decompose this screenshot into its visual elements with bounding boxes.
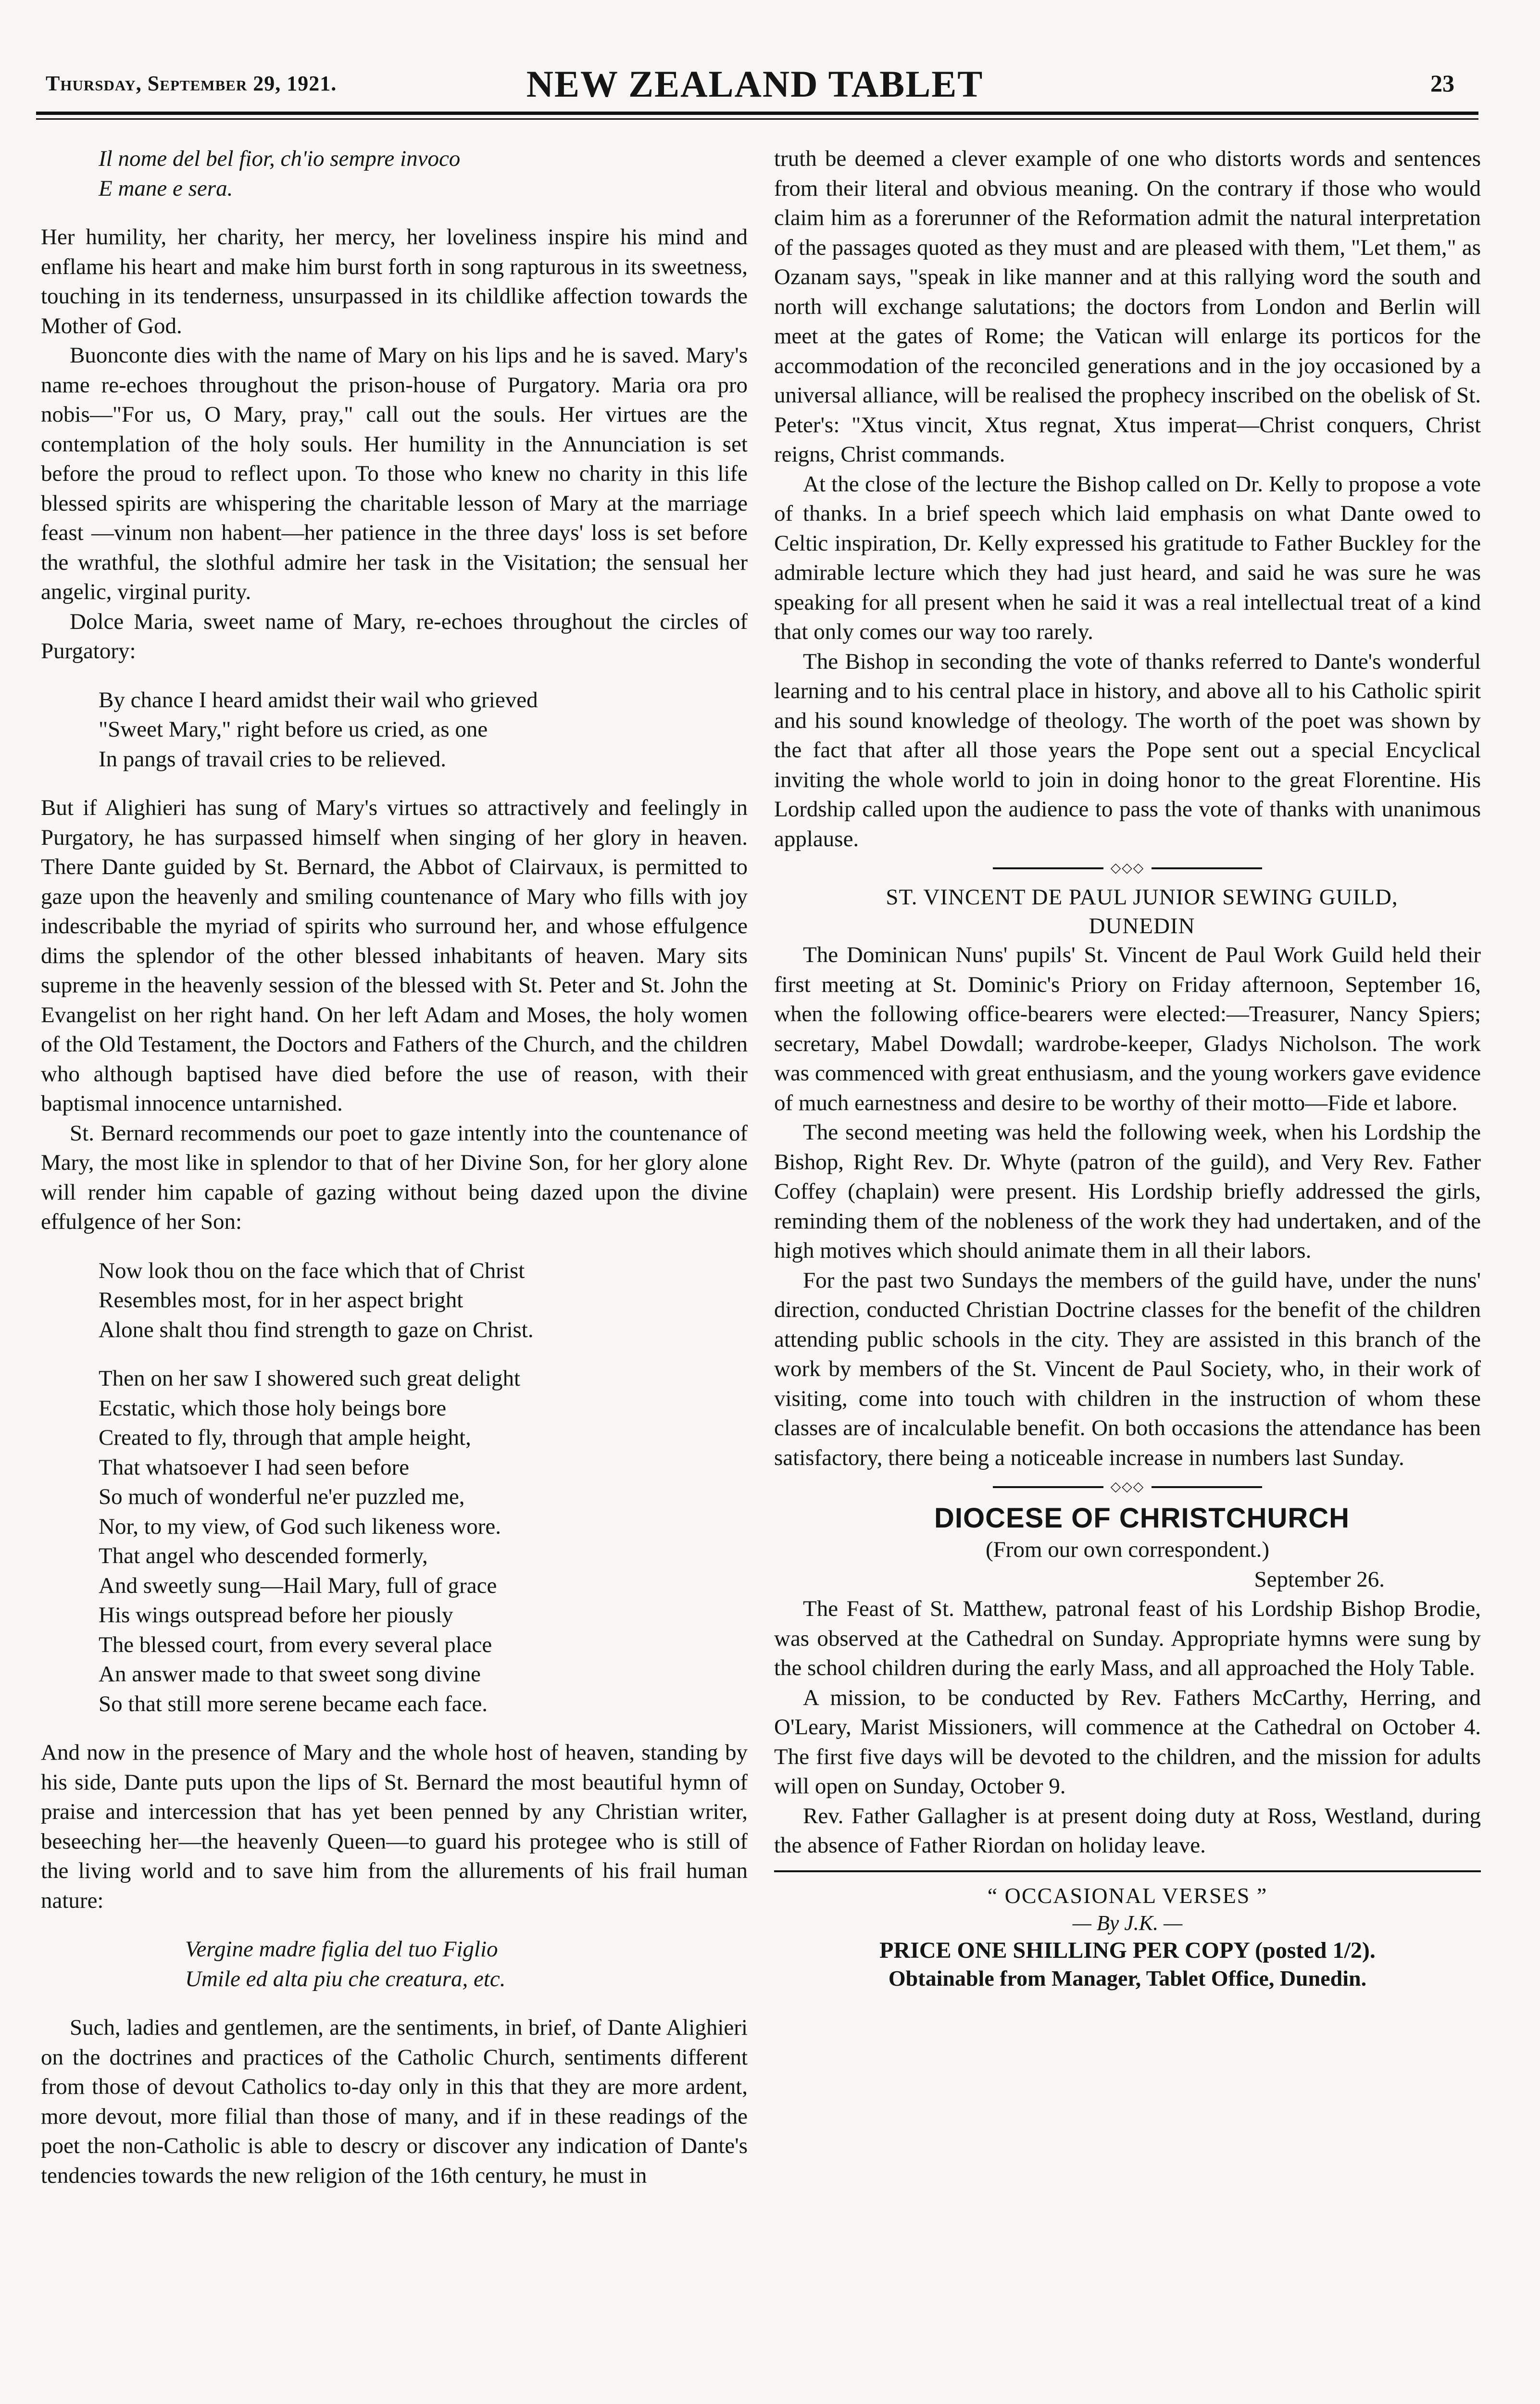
article-paragraph: The Bishop in seconding the vote of thanks referred to Dante's wonderful learning and to his central place in history, and above all to his Catholic spirit and his sound knowledge of theology. The worth of the poet was shown by the fact that after all those years the Pope sent out a special Encyclical inviting the whole world to join in doing honor to the great Florentine. His Lordship called upon the audience to pass the vote of thanks with unanimous applause. bbox=[774, 649, 1481, 851]
paradiso-verse-1 bbox=[41, 1256, 748, 1345]
article-paragraph: Her humility, her charity, her mercy, her loveliness inspire his mind and enflame his heart and make him burst forth in song rapturous in its sweetness, touching in its tenderness, unsurpassed in its childlike affection towards the Mother of God. bbox=[41, 225, 748, 338]
section-separator bbox=[993, 1477, 1262, 1497]
article-paragraph: At the close of the lecture the Bishop called on Dr. Kelly to propose a vote of thanks. In a brief speech which laid emphasis on what Dante owed to Celtic inspiration, Dr. Kelly expressed his gratitude to Father Buckley for the admirable lecture which they had just heard, and said he was sure he was speaking for all present when he said it was a real intellectual treat of a kind that only comes our way too rarely. bbox=[774, 471, 1481, 644]
verse-line: Nor, to my view, of God such likeness wore. bbox=[99, 1514, 501, 1539]
page-number: 23 bbox=[1430, 70, 1454, 97]
verse-line: Il nome del bel fior, ch'io sempre invoco bbox=[99, 146, 461, 171]
separator-ornament: ◇◇◇ bbox=[1110, 1479, 1145, 1494]
article-paragraph: But if Alighieri has sung of Mary's virtues so attractively and feelingly in Purgatory, he has surpassed himself when singing of her glory in heaven. There Dante guided by St. Bernard, the Abbot of Clairvaux, is permitted to gaze upon the heavenly and smiling countenance of Mary who fills with joy indescribable the myriad of spirits who surround her, and whose effulgence dims the splendor of the other blessed inhabitants of heaven. Mary sits supreme in the heavenly session of the blessed with St. Peter and St. John the Evangelist on her right hand. On her left Adam and Moses, the holy women of the Old Testament, the Doctors and Fathers of the Church, and the children who although baptised have died before the use of reason, with their baptismal innocence untarnished. bbox=[41, 795, 748, 1116]
article-paragraph: Such, ladies and gentlemen, are the sentiments, in brief, of Dante Alighieri on the doctrines and practices of the Catholic Church, sentiments different from those of devout Catholics to-day only in this that they are more ardent, more devout, more filial than those of many, and if in these readings of the poet the non-Catholic is able to descry or discover any indication of Dante's tendencies towards the new religion of the 16th century, he must in bbox=[41, 2015, 748, 2188]
verse-line: The blessed court, from every several place bbox=[99, 1632, 492, 1657]
article-paragraph: Buonconte dies with the name of Mary on his lips and he is saved. Mary's name re-echoes throughout the prison-house of Purgatory. Maria ora pro nobis—"For us, O Mary, pray," call out the souls. Her virtues are the contemplation of the holy souls. Her humility in the Annunciation is set before the proud to reflect upon. To those who knew no charity in this life blessed spirits are whispering the charitable lesson of Mary at the marriage feast —vinum non habent—her patience in the three days' loss is set before the wrathful, the slothful admire her task in the Visitation; the sensual her angelic, virginal purity. bbox=[41, 343, 748, 604]
verse-line: His wings outspread before her piously bbox=[99, 1603, 453, 1628]
right-column bbox=[774, 144, 1481, 2404]
verse-line: Alone shalt thou find strength to gaze on Christ. bbox=[99, 1317, 534, 1342]
purgatory-verse bbox=[41, 686, 748, 775]
article-paragraph: And now in the presence of Mary and the whole host of heaven, standing by his side, Dante puts upon the lips of St. Bernard the most beautiful hymn of praise and intercession that has yet been penned by any Christian writer, beseeching her—the heavenly Queen—to guard his protegee who is still of the living world and to save him from the allurements of his frail human nature: bbox=[41, 1740, 748, 1913]
verse-line: Now look thou on the face which that of Christ bbox=[99, 1258, 525, 1283]
article-paragraph: The Feast of St. Matthew, patronal feast of his Lordship Bishop Brodie, was observed at the Cathedral on Sunday. Appropriate hymns were sung by the school children during the early Mass, and all approached the Holy Table. bbox=[774, 1596, 1481, 1680]
article-paragraph: Dolce Maria, sweet name of Mary, re-echoes throughout the circles of Purgatory: bbox=[41, 609, 748, 664]
verse-line: So that still more serene became each face. bbox=[99, 1691, 488, 1716]
issue-date: Thursday, September 29, 1921. bbox=[46, 72, 337, 95]
page-header bbox=[46, 63, 1464, 108]
article-paragraph: truth be deemed a clever example of one who distorts words and sentences from their literal and obvious meaning. On the contrary if those who would claim him as a forerunner of the Reformation admit the natural interpretation of the passages quoted as they must and are pleased with them, "Let them," as Ozanam says, "speak in like manner and at this rallying word the south and north will exchange salutations; the doctors from London and Berlin will meet at the gates of Rome; the Vatican will enlarge its porticos for the accommodation of the reconciled generations and in the joy occasioned by a universal alliance, will be realised the prophecy inscribed on the obelisk of St. Peter's: "Xtus vincit, Xtus regnat, Xtus imperat—Christ conquers, Christ reigns, Christ commands. bbox=[774, 146, 1481, 467]
article-paragraph: A mission, to be conducted by Rev. Fathers McCarthy, Herring, and O'Leary, Marist Missioners, will commence at the Cathedral on October 4. The first five days will be devoted to the children, and the mission for adults will open on Sunday, October 9. bbox=[774, 1685, 1481, 1799]
verse-line: Created to fly, through that ample height, bbox=[99, 1425, 471, 1450]
header-rule-thin bbox=[36, 118, 1478, 120]
ad-price: PRICE ONE SHILLING PER COPY (posted 1/2). bbox=[879, 1937, 1376, 1963]
sewing-guild-subheading: DUNEDIN bbox=[1089, 914, 1195, 939]
section-separator bbox=[993, 859, 1262, 878]
separator-ornament: ◇◇◇ bbox=[1110, 861, 1145, 876]
verse-line: Umile ed alta piu che creatura, etc. bbox=[185, 1966, 506, 1991]
ad-availability: Obtainable from Manager, Tablet Office, Dunedin. bbox=[888, 1966, 1367, 1991]
article-paragraph: Rev. Father Gallagher is at present doing duty at Ross, Westland, during the absence of Father Riordan on holiday leave. bbox=[774, 1803, 1481, 1858]
verse-line: Resembles most, for in her aspect bright bbox=[99, 1288, 463, 1313]
diocese-heading: DIOCESE OF CHRISTCHURCH bbox=[934, 1502, 1350, 1534]
ad-title: “ OCCASIONAL VERSES ” bbox=[987, 1883, 1268, 1908]
verse-line: "Sweet Mary," right before us cried, as one bbox=[99, 717, 488, 742]
paradiso-verse-2 bbox=[41, 1364, 748, 1719]
sewing-guild-heading: ST. VINCENT DE PAUL JUNIOR SEWING GUILD, bbox=[886, 885, 1398, 910]
ad-author-text: By J.K. bbox=[1096, 1911, 1159, 1935]
verse-line: By chance I heard amidst their wail who grieved bbox=[99, 687, 538, 713]
masthead-title: NEW ZEALAND TABLET bbox=[526, 63, 984, 105]
verse-line: Ecstatic, which those holy beings bore bbox=[99, 1395, 447, 1421]
article-paragraph: For the past two Sundays the members of the guild have, under the nuns' direction, conducted Christian Doctrine classes for the benefit of the children attending public schools in the city. They are assisted in this branch of the work by members of the St. Vincent de Paul Society, who, in their work of visiting, come into touch with children in the instruction of whom these classes are of incalculable benefit. On both occasions the attendance has been satisfactory, there being a noticeable increase in numbers last Sunday. bbox=[774, 1267, 1481, 1470]
verse-line: An answer made to that sweet song divine bbox=[99, 1662, 481, 1687]
dateline: September 26. bbox=[1254, 1566, 1385, 1592]
header-rule bbox=[36, 112, 1478, 115]
latin-hymn-verse bbox=[41, 1935, 748, 1994]
verse-line: And sweetly sung—Hail Mary, full of grace bbox=[99, 1573, 497, 1598]
verse-line: In pangs of travail cries to be relieved. bbox=[99, 746, 446, 772]
article-paragraph: The Dominican Nuns' pupils' St. Vincent de Paul Work Guild held their first meeting at St. Dominic's Priory on Friday afternoon, September 16, when the following office-bearers were elected:—Treasurer, Nancy Spiers; secretary, Mabel Dowdall; wardrobe-keeper, Gladys Nicholson. The work was commenced with great enthusiasm, and the young workers gave evidence of much earnestness and desire to be worthy of their motto—Fide et labore. bbox=[774, 942, 1481, 1115]
ad-author: — By J.K. — bbox=[1072, 1911, 1183, 1935]
verse-line: E mane e sera. bbox=[99, 175, 233, 201]
verse-line: So much of wonderful ne'er puzzled me, bbox=[99, 1484, 465, 1509]
article-paragraph: St. Bernard recommends our poet to gaze intently into the countenance of Mary, the most like in splendor to that of her Divine Son, for her glory alone will render him capable of gazing without being dazed upon the divine effulgence of her Son: bbox=[41, 1120, 748, 1234]
opening-verse bbox=[41, 144, 748, 203]
article-paragraph: The second meeting was held the following week, when his Lordship the Bishop, Right Rev. Dr. Whyte (patron of the guild), and Very Rev. Father Coffey (chaplain) were present. His Lordship briefly addressed the girls, reminding them of the nobleness of the work they had undertaken, and of the high motives which should animate them in all their labors. bbox=[774, 1120, 1481, 1263]
verse-line: Vergine madre figlia del tuo Figlio bbox=[185, 1937, 498, 1962]
left-column bbox=[41, 144, 748, 2404]
diocese-subheading: (From our own correspondent.) bbox=[986, 1537, 1269, 1562]
verse-line: That whatsoever I had seen before bbox=[99, 1454, 409, 1480]
verse-line: Then on her saw I showered such great delight bbox=[99, 1366, 521, 1391]
advertisement-box bbox=[774, 1870, 1481, 1992]
verse-line: That angel who descended formerly, bbox=[99, 1543, 428, 1568]
